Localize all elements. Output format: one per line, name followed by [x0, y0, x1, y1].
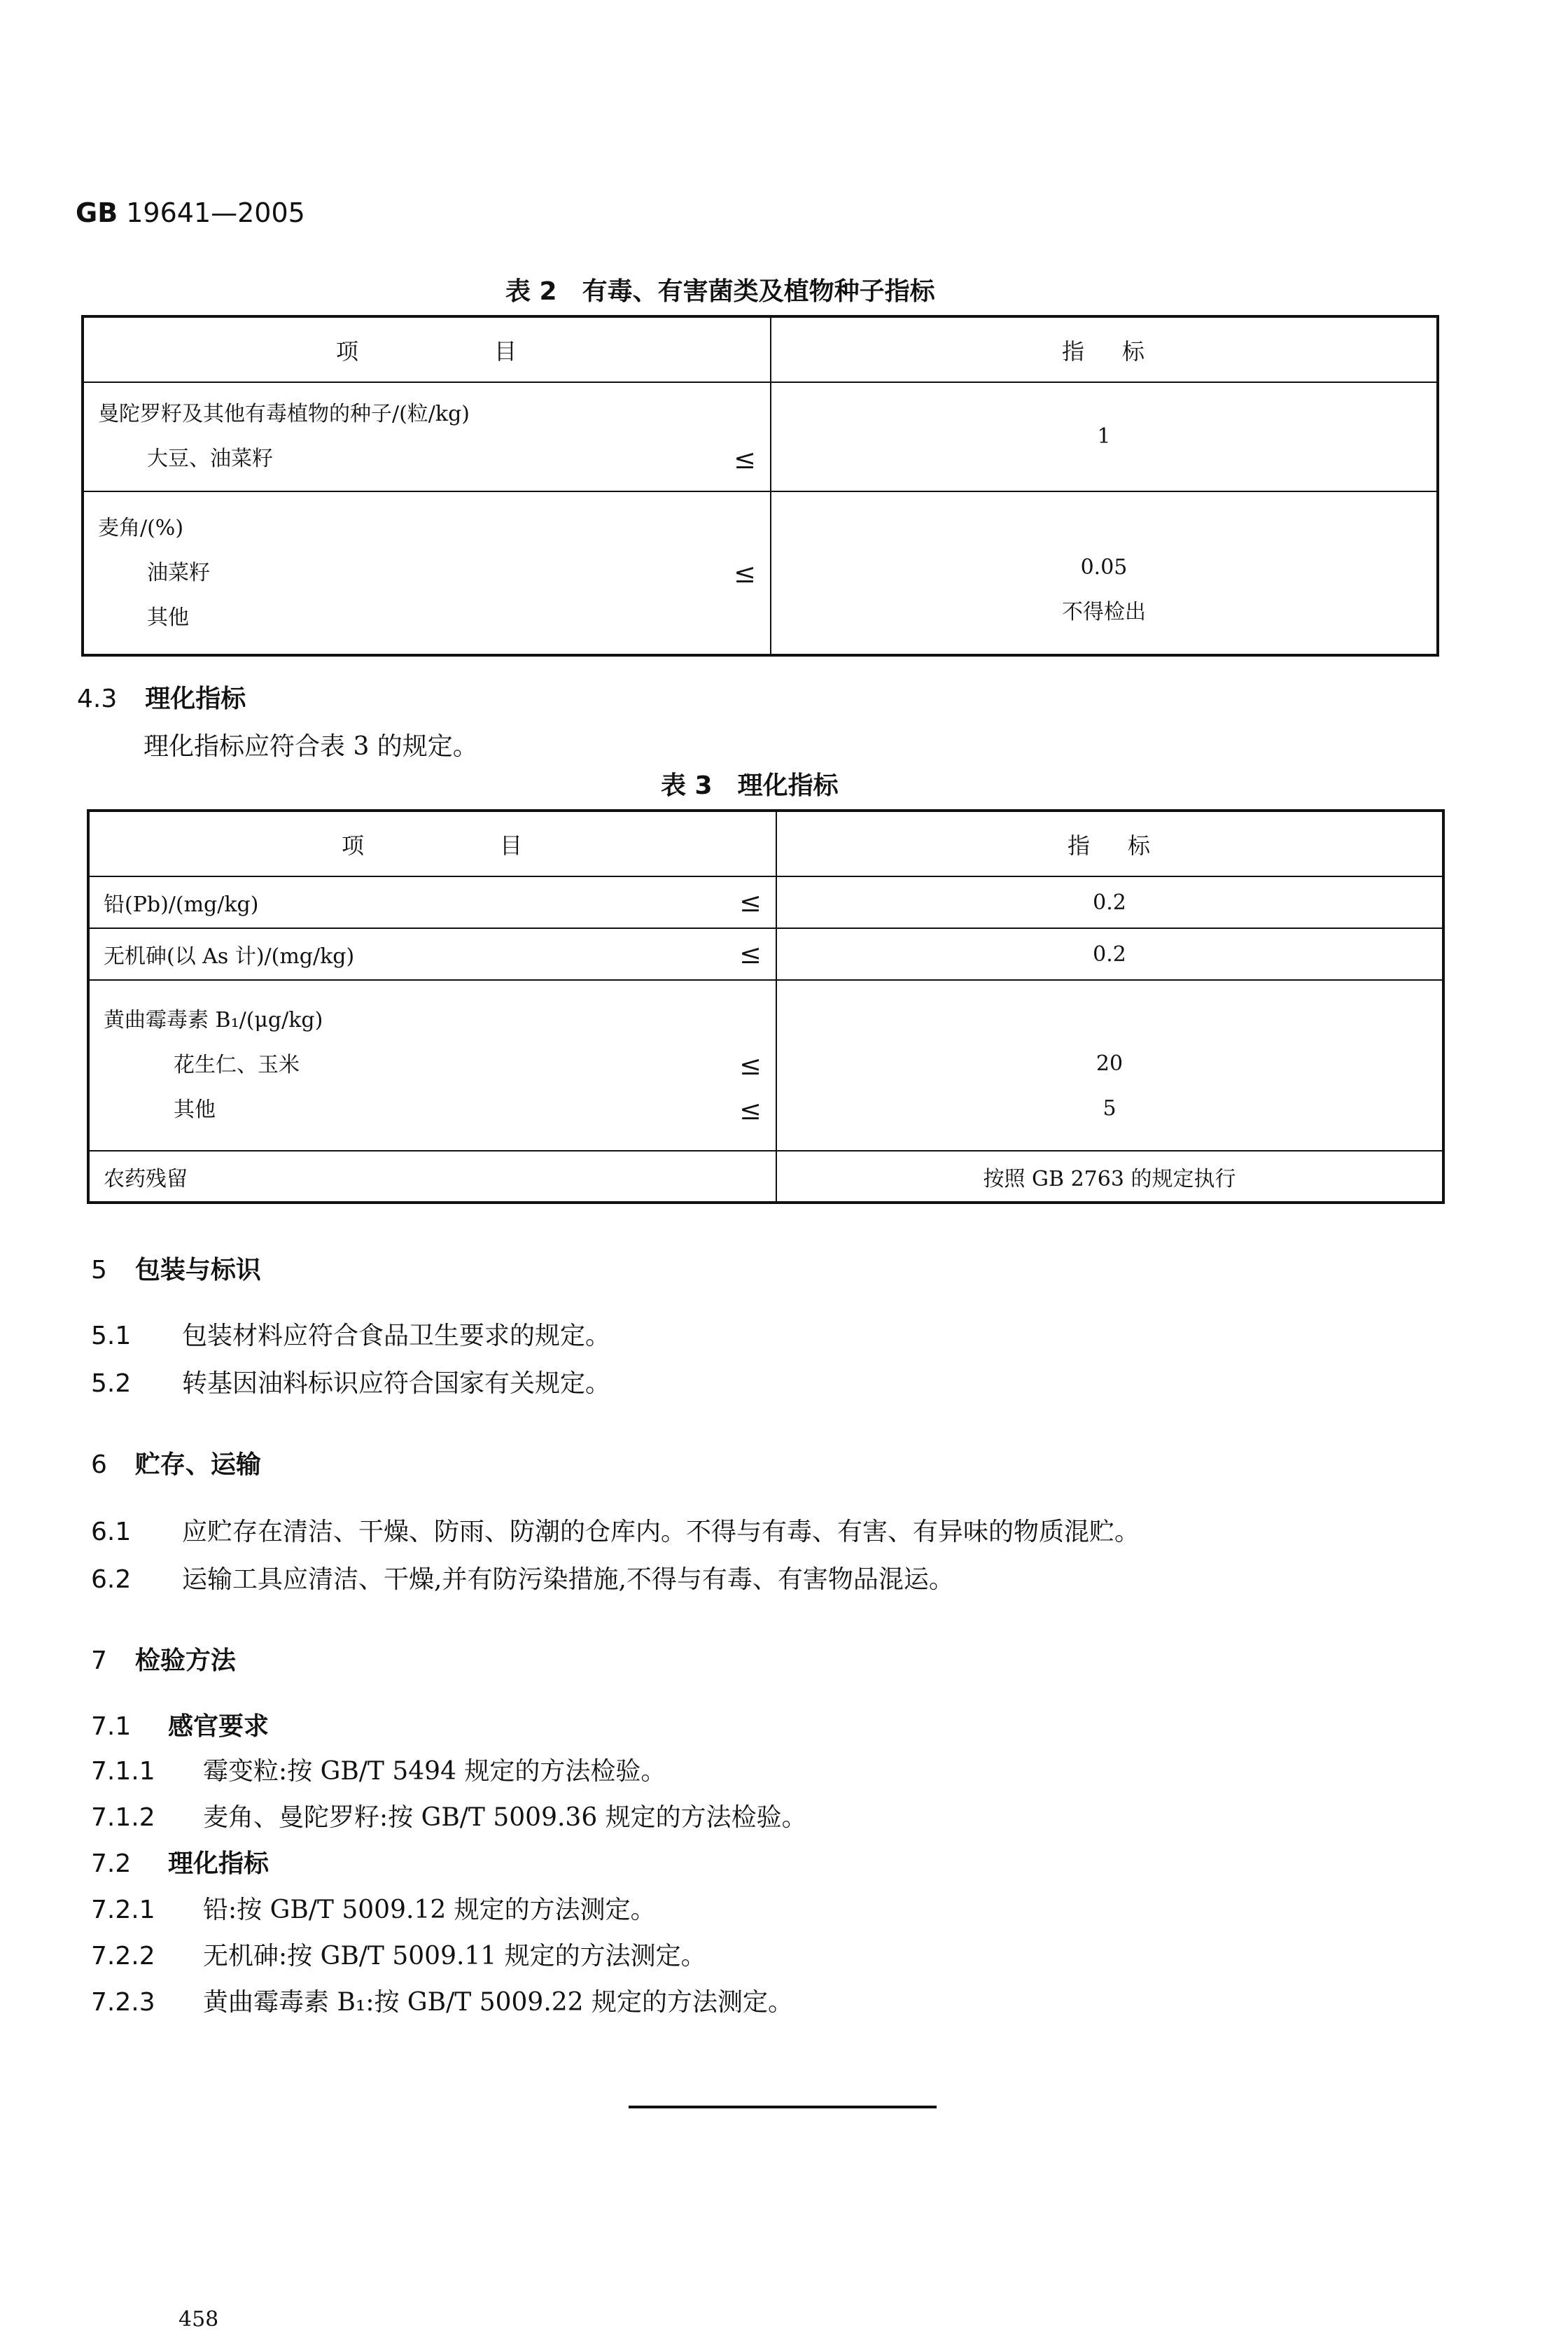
standard-code-number: 19641—2005 — [118, 197, 305, 228]
row-value: 1 — [1097, 424, 1111, 449]
section-6-heading: 6 贮存、运输 — [91, 1450, 261, 1479]
row-value: 不得检出 — [1062, 599, 1146, 624]
leq-symbol: ≤ — [734, 444, 756, 475]
section-4-3-text: 理化指标应符合表 3 的规定。 — [144, 732, 478, 761]
section-7-2-1: 7.2.1 铅:按 GB/T 5009.12 规定的方法测定。 — [91, 1896, 656, 1924]
row-label: 无机砷(以 As 计)/(mg/kg) — [104, 944, 355, 969]
section-7-2-2: 7.2.2 无机砷:按 GB/T 5009.11 规定的方法测定。 — [91, 1942, 706, 1970]
table3 — [87, 809, 1445, 1204]
table-row — [88, 980, 1443, 1151]
leq-symbol: ≤ — [739, 1095, 762, 1126]
table-row — [83, 382, 1438, 491]
row-label: 农药残留 — [104, 1166, 188, 1191]
page-number: 458 — [178, 2307, 219, 2332]
table3-row1-item — [88, 876, 776, 928]
table-row — [88, 928, 1443, 980]
section-6-2: 6.2 运输工具应清洁、干燥,并有防污染措施,不得与有毒、有害物品混运。 — [91, 1565, 954, 1594]
row-line-label: 花生仁、玉米 — [174, 1053, 300, 1077]
row-group-label: 黄曲霉毒素 B₁/(μg/kg) — [104, 1008, 323, 1032]
row-value: 20 — [1096, 1051, 1124, 1076]
section-7-heading: 7 检验方法 — [91, 1646, 236, 1675]
row-line — [98, 596, 770, 640]
standard-code-prefix: GB — [76, 197, 118, 228]
table-row — [83, 491, 1438, 655]
row-line — [98, 437, 770, 482]
standard-code — [76, 197, 305, 228]
section-5-1: 5.1 包装材料应符合食品卫生要求的规定。 — [91, 1322, 611, 1350]
end-rule — [629, 2106, 937, 2108]
table-row — [88, 1151, 1443, 1203]
section-7-2-heading: 7.2 理化指标 — [91, 1849, 270, 1878]
table3-row2-item — [88, 928, 776, 980]
section-7-1-1: 7.1.1 霉变粒:按 GB/T 5494 规定的方法检验。 — [91, 1757, 666, 1786]
section-5-2: 5.2 转基因油料标识应符合国家有关规定。 — [91, 1369, 611, 1398]
row-label: 铅(Pb)/(mg/kg) — [104, 892, 259, 917]
row-value: 0.2 — [1093, 890, 1126, 915]
section-4-3-heading: 4.3 理化指标 — [77, 685, 246, 713]
section-7-1-2: 7.1.2 麦角、曼陀罗籽:按 GB/T 5009.36 规定的方法检验。 — [91, 1803, 807, 1832]
table3-row4-item — [88, 1151, 776, 1203]
row-line-label: 大豆、油菜籽 — [147, 447, 273, 471]
table3-row3-item — [88, 980, 776, 1151]
row-value: 5 — [1102, 1096, 1116, 1121]
table3-header-index: 指标 — [776, 811, 1443, 876]
table2-caption: 表 2 有毒、有害菌类及植物种子指标 — [505, 277, 935, 306]
row-value: 按照 GB 2763 的规定执行 — [983, 1166, 1236, 1191]
row-value: 0.05 — [1080, 554, 1128, 580]
table3-row3-index — [776, 980, 1443, 1151]
leq-symbol: ≤ — [739, 1050, 762, 1081]
table3-row2-index — [776, 928, 1443, 980]
leq-symbol: ≤ — [739, 939, 762, 969]
row-line — [104, 1088, 776, 1133]
leq-symbol: ≤ — [734, 557, 756, 589]
table2-header-item: 项目 — [83, 316, 771, 382]
section-5-heading: 5 包装与标识 — [91, 1256, 261, 1284]
table3-caption: 表 3 理化指标 — [661, 771, 839, 800]
row-line-label: 其他 — [174, 1098, 216, 1122]
table-row — [88, 876, 1443, 928]
table3-row1-index — [776, 876, 1443, 928]
row-group-label: 曼陀罗籽及其他有毒植物的种子/(粒/kg) — [98, 402, 470, 426]
row-line-label: 其他 — [147, 605, 189, 630]
row-line-label: 油菜籽 — [147, 560, 210, 585]
table2-row1-index — [771, 382, 1438, 491]
table2-header-row — [83, 316, 1438, 382]
table2-row2-index — [771, 491, 1438, 655]
row-group-label: 麦角/(%) — [98, 515, 184, 540]
table3-header-row — [88, 811, 1443, 876]
table2-row1-item — [83, 382, 771, 491]
table3-header-item: 项目 — [88, 811, 776, 876]
section-7-1-heading: 7.1 感官要求 — [91, 1712, 270, 1741]
row-value: 0.2 — [1093, 941, 1126, 967]
leq-symbol: ≤ — [739, 887, 762, 918]
section-6-1: 6.1 应贮存在清洁、干燥、防雨、防潮的仓库内。不得与有毒、有害、有异味的物质混贮。 — [91, 1518, 1140, 1546]
row-line — [98, 551, 770, 596]
table2-row2-item — [83, 491, 771, 655]
row-line — [104, 1043, 776, 1088]
table2-header-index: 指标 — [771, 316, 1438, 382]
table3-row4-index — [776, 1151, 1443, 1203]
table2 — [81, 315, 1439, 657]
section-7-2-3: 7.2.3 黄曲霉毒素 B₁:按 GB/T 5009.22 规定的方法测定。 — [91, 1988, 794, 2017]
